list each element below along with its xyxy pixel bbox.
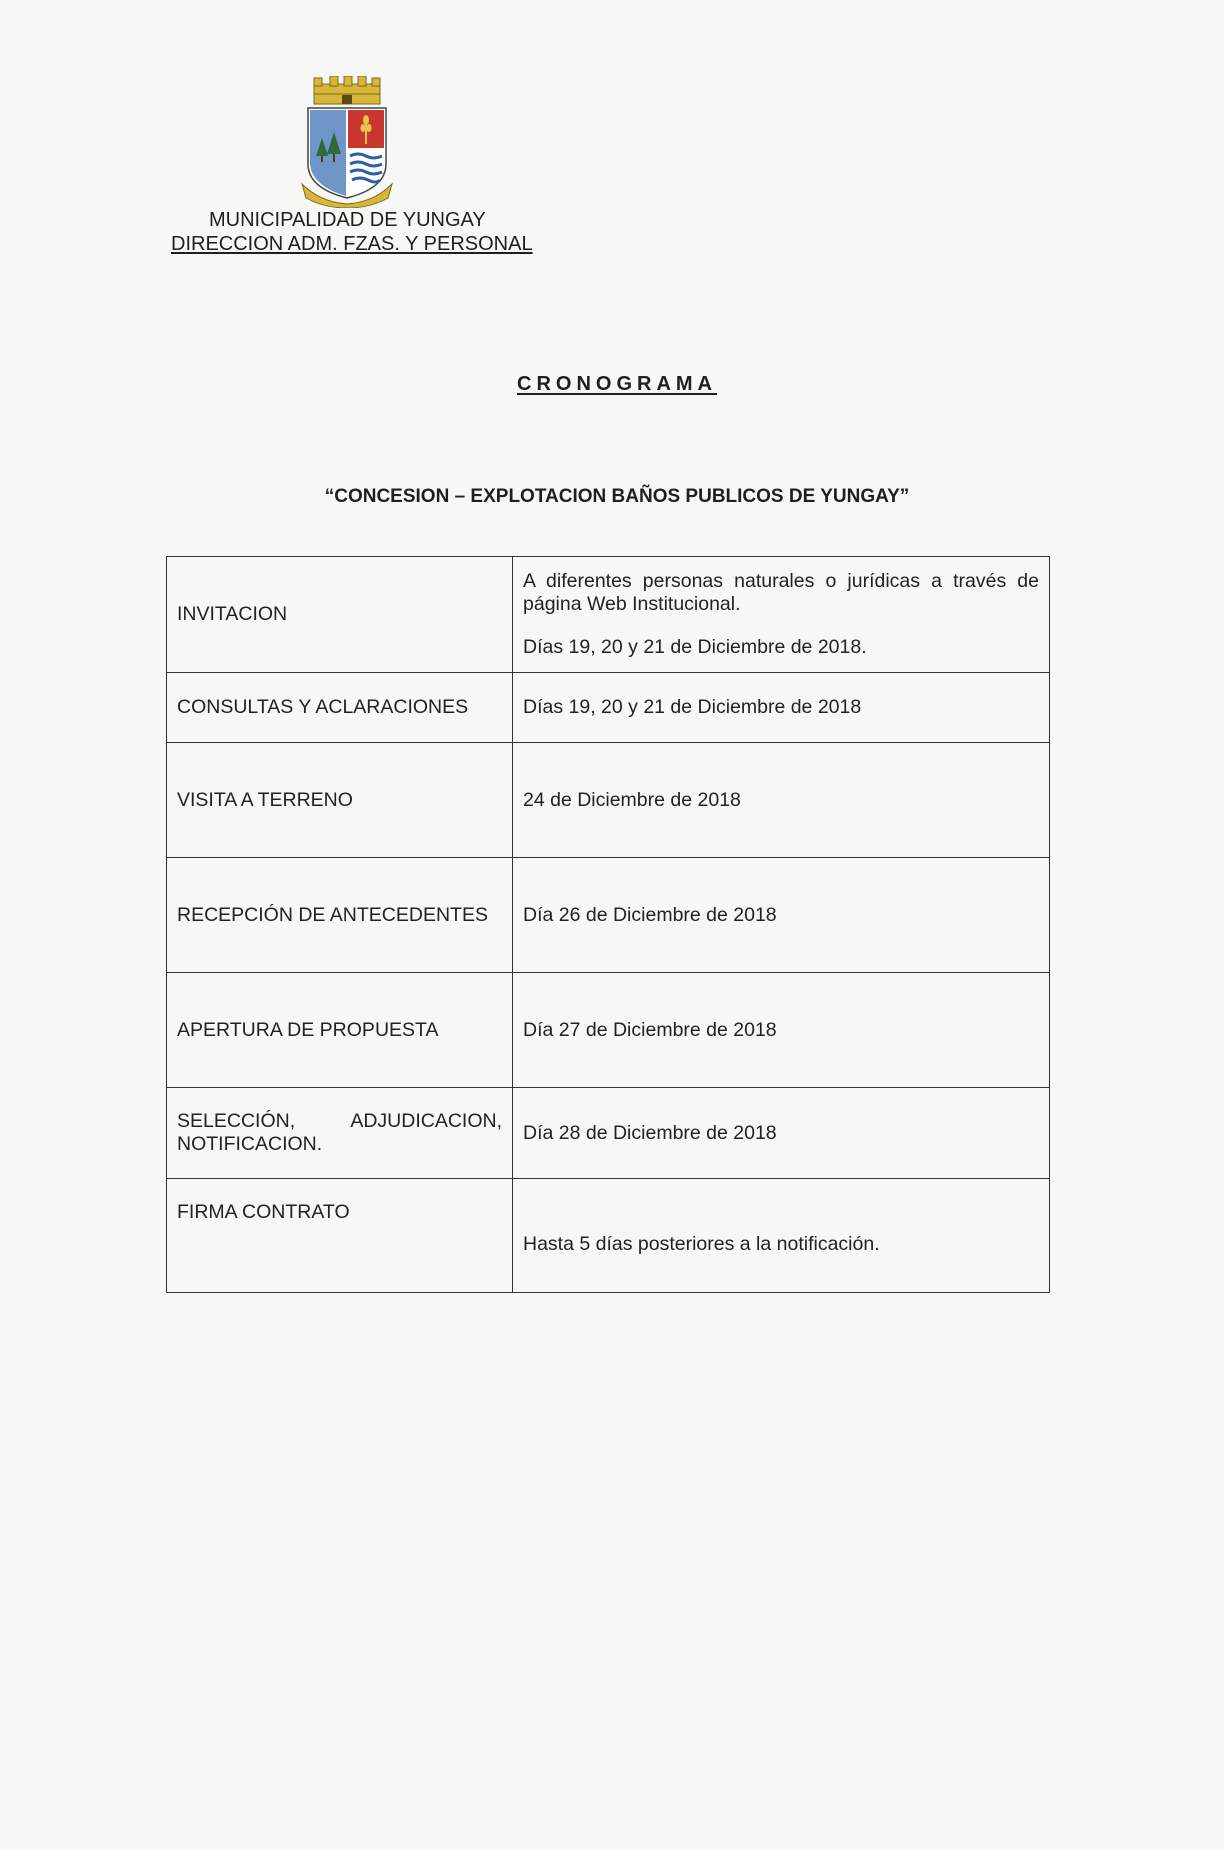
table-row <box>167 973 1050 1088</box>
stage-line <box>177 1110 502 1133</box>
stage-cell: INVITACION <box>167 557 513 673</box>
page-title <box>0 373 1224 396</box>
stage-word: ADJUDICACION, <box>350 1110 502 1132</box>
detail-cell: 24 de Diciembre de 2018 <box>513 743 1050 858</box>
stage-cell: FIRMA CONTRATO <box>167 1179 513 1293</box>
stage-cell: APERTURA DE PROPUESTA <box>167 973 513 1088</box>
stage-word: SELECCIÓN, <box>177 1110 296 1132</box>
table-row <box>167 743 1050 858</box>
table-row <box>167 1179 1050 1293</box>
page-subtitle: “CONCESION – EXPLOTACION BAÑOS PUBLICOS DE YUNGAY” <box>324 486 910 507</box>
stage-cell: RECEPCIÓN DE ANTECEDENTES <box>167 858 513 973</box>
coat-of-arms-icon <box>300 76 394 208</box>
detail-cell: Día 26 de Diciembre de 2018 <box>513 858 1050 973</box>
table-row <box>167 1088 1050 1179</box>
detail-cell: Día 28 de Diciembre de 2018 <box>513 1088 1050 1179</box>
detail-cell: Hasta 5 días posteriores a la notificación. <box>513 1179 1050 1293</box>
detail-cell: Día 27 de Diciembre de 2018 <box>513 973 1050 1088</box>
stage-cell: CONSULTAS Y ACLARACIONES <box>167 673 513 743</box>
schedule-table <box>166 556 1050 1293</box>
table-row <box>167 858 1050 973</box>
detail-cell: Días 19, 20 y 21 de Diciembre de 2018 <box>513 673 1050 743</box>
table-row <box>167 557 1050 673</box>
department-name: DIRECCION ADM. FZAS. Y PERSONAL <box>171 233 533 255</box>
stage-line: NOTIFICACION. <box>177 1133 323 1155</box>
municipality-name: MUNICIPALIDAD DE YUNGAY <box>209 209 486 231</box>
detail-date: Días 19, 20 y 21 de Diciembre de 2018. <box>523 636 867 658</box>
table-row <box>167 673 1050 743</box>
stage-cell <box>167 1088 513 1179</box>
page-title-text: CRONOGRAMA <box>517 373 717 395</box>
detail-text: A diferentes personas naturales o jurídicas a través de página Web Institucional. <box>523 570 1039 615</box>
detail-cell <box>513 557 1050 673</box>
stage-cell: VISITA A TERRENO <box>167 743 513 858</box>
